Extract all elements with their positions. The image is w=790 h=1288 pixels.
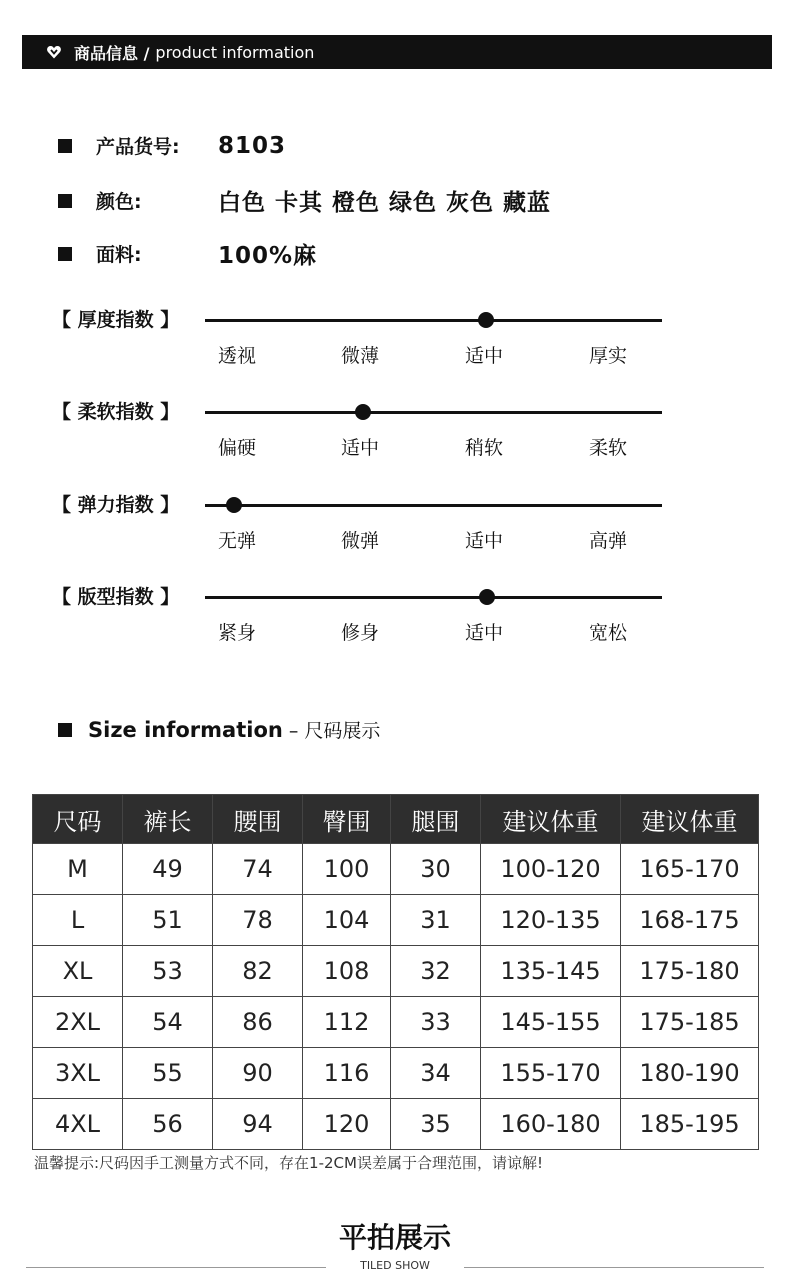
table-row	[33, 997, 759, 1048]
bullet-square-icon	[58, 247, 72, 261]
size-table-header-cell: 臀围	[303, 795, 391, 844]
table-cell: 78	[213, 895, 303, 946]
color-label: 颜色:	[96, 191, 142, 213]
thickness-index-option: 厚实	[588, 345, 627, 367]
table-cell: 108	[303, 946, 391, 997]
thickness-index-track	[205, 319, 662, 322]
elasticity-index-option: 无弹	[217, 530, 256, 552]
bullet-square-icon	[58, 723, 72, 737]
table-cell: 155-170	[481, 1048, 621, 1099]
softness-index-label: 【 柔软指数 】	[52, 401, 180, 423]
table-cell: 168-175	[621, 895, 759, 946]
table-cell: 112	[303, 997, 391, 1048]
softness-index-option: 适中	[340, 437, 379, 459]
fabric-label: 面料:	[96, 244, 142, 266]
table-row	[33, 895, 759, 946]
size-table	[32, 794, 759, 1150]
thickness-index-option: 适中	[464, 345, 503, 367]
size-note: 温馨提示:尺码因手工测量方式不同，存在1-2CM误差属于合理范围，请谅解!	[34, 1154, 543, 1172]
bullet-square-icon	[58, 194, 72, 208]
table-cell: 175-180	[621, 946, 759, 997]
product-code-row	[58, 132, 286, 159]
elasticity-index-option: 适中	[464, 530, 503, 552]
table-cell: 51	[123, 895, 213, 946]
product-code-value: 8103	[218, 132, 287, 159]
softness-index-option: 柔软	[588, 437, 627, 459]
size-table-header-cell: 建议体重	[481, 795, 621, 844]
softness-index-track	[205, 411, 662, 414]
elasticity-index-track	[205, 504, 662, 507]
color-row	[58, 184, 551, 217]
table-cell: 30	[391, 844, 481, 895]
header-title-en: product information	[155, 42, 315, 62]
fit-index-marker	[479, 589, 495, 605]
table-cell: 185-195	[621, 1099, 759, 1150]
fit-index-option: 修身	[340, 622, 379, 644]
table-cell: 90	[213, 1048, 303, 1099]
fit-index-label: 【 版型指数 】	[52, 586, 180, 608]
table-cell: 54	[123, 997, 213, 1048]
table-cell: 104	[303, 895, 391, 946]
table-cell: 135-145	[481, 946, 621, 997]
fit-index-option: 紧身	[217, 622, 256, 644]
flat-show-title: 平拍展示	[338, 1221, 451, 1254]
table-cell: 116	[303, 1048, 391, 1099]
thickness-index-option: 透视	[217, 345, 256, 367]
elasticity-index-option: 微弹	[340, 530, 379, 552]
softness-index-option: 偏硬	[217, 437, 256, 459]
size-table-header-cell: 腿围	[391, 795, 481, 844]
fit-index-track	[205, 596, 662, 599]
table-cell: 145-155	[481, 997, 621, 1048]
size-info-title-cn: – 尺码展示	[288, 720, 381, 742]
heart-icon	[46, 44, 62, 60]
table-cell: 74	[213, 844, 303, 895]
table-cell: 180-190	[621, 1048, 759, 1099]
table-cell: 56	[123, 1099, 213, 1150]
table-cell: 53	[123, 946, 213, 997]
product-code-label: 产品货号:	[96, 136, 180, 158]
size-table-header-cell: 尺码	[33, 795, 123, 844]
flat-show-subtitle: TILED SHOW	[360, 1259, 430, 1272]
table-cell: 3XL	[33, 1048, 123, 1099]
table-cell: 165-170	[621, 844, 759, 895]
size-info-title	[58, 716, 380, 743]
elasticity-index-marker	[226, 497, 242, 513]
table-cell: 31	[391, 895, 481, 946]
fabric-value: 100%麻	[218, 243, 318, 269]
size-table-header-cell: 建议体重	[621, 795, 759, 844]
softness-index-marker	[355, 404, 371, 420]
fit-index-option: 适中	[464, 622, 503, 644]
table-cell: 32	[391, 946, 481, 997]
thickness-index-label: 【 厚度指数 】	[52, 309, 180, 331]
table-row	[33, 844, 759, 895]
table-row	[33, 1048, 759, 1099]
table-cell: 86	[213, 997, 303, 1048]
fabric-row	[58, 237, 317, 270]
product-info-header	[22, 35, 772, 69]
table-cell: 94	[213, 1099, 303, 1150]
table-cell: 120	[303, 1099, 391, 1150]
table-row	[33, 1099, 759, 1150]
table-cell: L	[33, 895, 123, 946]
table-cell: 33	[391, 997, 481, 1048]
thickness-index-option: 微薄	[340, 345, 379, 367]
table-cell: XL	[33, 946, 123, 997]
table-cell: 120-135	[481, 895, 621, 946]
size-table-header-cell: 裤长	[123, 795, 213, 844]
header-title-cn: 商品信息 /	[74, 43, 150, 63]
table-cell: 82	[213, 946, 303, 997]
table-cell: 4XL	[33, 1099, 123, 1150]
table-cell: 55	[123, 1048, 213, 1099]
table-cell: 2XL	[33, 997, 123, 1048]
fit-index-option: 宽松	[588, 622, 627, 644]
table-cell: 175-185	[621, 997, 759, 1048]
table-cell: 100-120	[481, 844, 621, 895]
table-cell: 49	[123, 844, 213, 895]
color-value: 白色 卡其 橙色 绿色 灰色 藏蓝	[218, 190, 552, 216]
elasticity-index-label: 【 弹力指数 】	[52, 494, 180, 516]
size-table-header-cell: 腰围	[213, 795, 303, 844]
bullet-square-icon	[58, 139, 72, 153]
table-cell: 35	[391, 1099, 481, 1150]
table-row	[33, 946, 759, 997]
table-cell: 160-180	[481, 1099, 621, 1150]
table-cell: 34	[391, 1048, 481, 1099]
thickness-index-marker	[478, 312, 494, 328]
elasticity-index-option: 高弹	[588, 530, 627, 552]
size-table-header	[33, 795, 759, 844]
size-info-title-en: Size information	[88, 717, 283, 742]
table-cell: M	[33, 844, 123, 895]
softness-index-option: 稍软	[464, 437, 503, 459]
table-cell: 100	[303, 844, 391, 895]
